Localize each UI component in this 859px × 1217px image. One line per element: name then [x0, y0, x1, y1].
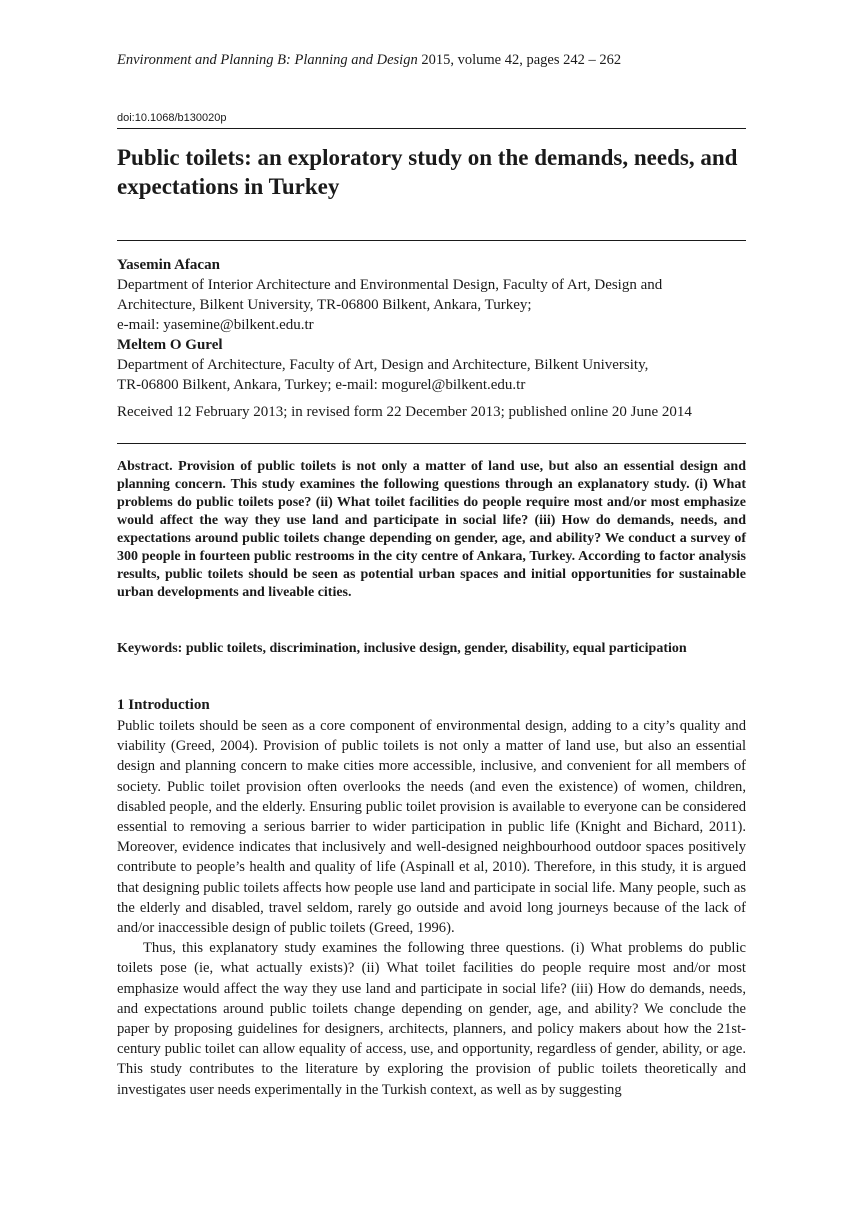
body-paragraph: Thus, this explanatory study examines the following three questions. (i) What problems do public toilets pose (ie, what actually exists)? (ii) What toilet facilities do people require most and/or most emphasize would affect the way they use land and participate in social life? (iii) How do demands, needs, and expectations around public toilets change depending on gender, age, and ability? We conclude the paper by proposing guidelines for designers, architects, planners, and policy makers about how the 21st-century public toilet can allow equality of access, use, and opportunity, regardless of gender, ability, or age. This study contributes to the literature by exploring the provision of public toilets theoretically and investigates user needs experimentally in the Turkish context, as well as by suggesting	[117, 940, 746, 1098]
author-affiliation: Architecture, Bilkent University, TR-06800 Bilkent, Ankara, Turkey;	[117, 297, 532, 313]
header-rule	[117, 128, 746, 129]
author-affiliation: Department of Architecture, Faculty of Art, Design and Architecture, Bilkent University,	[117, 357, 649, 373]
section-heading: 1 Introduction	[117, 697, 210, 713]
keywords-label: Keywords:	[117, 641, 183, 656]
title-rule	[117, 240, 746, 241]
author-name: Meltem O Gurel	[117, 337, 223, 353]
author-name: Yasemin Afacan	[117, 257, 220, 273]
keywords-text: public toilets, discrimination, inclusive design, gender, disability, equal participation	[182, 641, 687, 656]
body-paragraph: Public toilets should be seen as a core component of environmental design, adding to a city’s quality and viability (Greed, 2004). Provision of public toilets is not only a matter of land use, but also an essential design and planning concern to make cities more accessible, inclusive, and convenient for all members of society. Public toilet provision often overlooks the needs (and even the existence) of women, children, disabled people, and the elderly. Ensuring public toilet provision is available to everyone can be considered essential to removing a serious barrier to wider participation in public life (Knight and Bichard, 2011). Moreover, evidence indicates that inclusively and well-designed neighbourhood outdoor spaces positively contribute to people’s health and quality of life (Aspinall et al, 2010). Therefore, in this study, it is argued that designing public toilets affects how people use land and participate in social life. Many people, such as the elderly and disabled, travel seldom, rarely go outside and avoid long journeys because of the lack of and/or inaccessible design of public toilets (Greed, 1996).	[117, 718, 746, 937]
author-email: e-mail: yasemine@bilkent.edu.tr	[117, 317, 314, 333]
received-dates: Received 12 February 2013; in revised form 22 December 2013; published online 20 June 2014	[117, 404, 692, 420]
abstract	[117, 458, 746, 602]
keywords	[117, 640, 746, 658]
section-body	[117, 716, 746, 1100]
abstract-rule	[117, 443, 746, 444]
abstract-text: Provision of public toilets is not only a matter of land use, but also an essential design and planning concern. This study examines the following questions through an explanatory study. (i) What problems do public toilets pose? (ii) What toilet facilities do people require most and/or most emphasize would affect the way they use land and participate in social life? (iii) How do demands, needs, and expectations around public toilets change depending on gender, age, and ability? We conduct a survey of 300 people in fourteen public restrooms in the city centre of Ankara, Turkey. According to factor analysis results, public toilets should be seen as potential urban spaces and initial opportunities for sustainable urban developments and liveable cities.	[117, 459, 746, 600]
author-affiliation: Department of Interior Architecture and Environmental Design, Faculty of Art, Design and	[117, 277, 663, 293]
author-block	[117, 255, 757, 395]
journal-volume-pages: 2015, volume 42, pages 242 – 262	[417, 52, 622, 68]
journal-citation	[117, 51, 747, 69]
abstract-label: Abstract.	[117, 459, 173, 474]
paper-title: Public toilets: an exploratory study on the demands, needs, and expectations in Turkey	[117, 145, 738, 199]
author-affiliation: TR-06800 Bilkent, Ankara, Turkey; e-mail: mogurel@bilkent.edu.tr	[117, 377, 526, 393]
doi: doi:10.1068/b130020p	[117, 112, 227, 124]
journal-name: Environment and Planning B: Planning and Design	[117, 52, 418, 68]
